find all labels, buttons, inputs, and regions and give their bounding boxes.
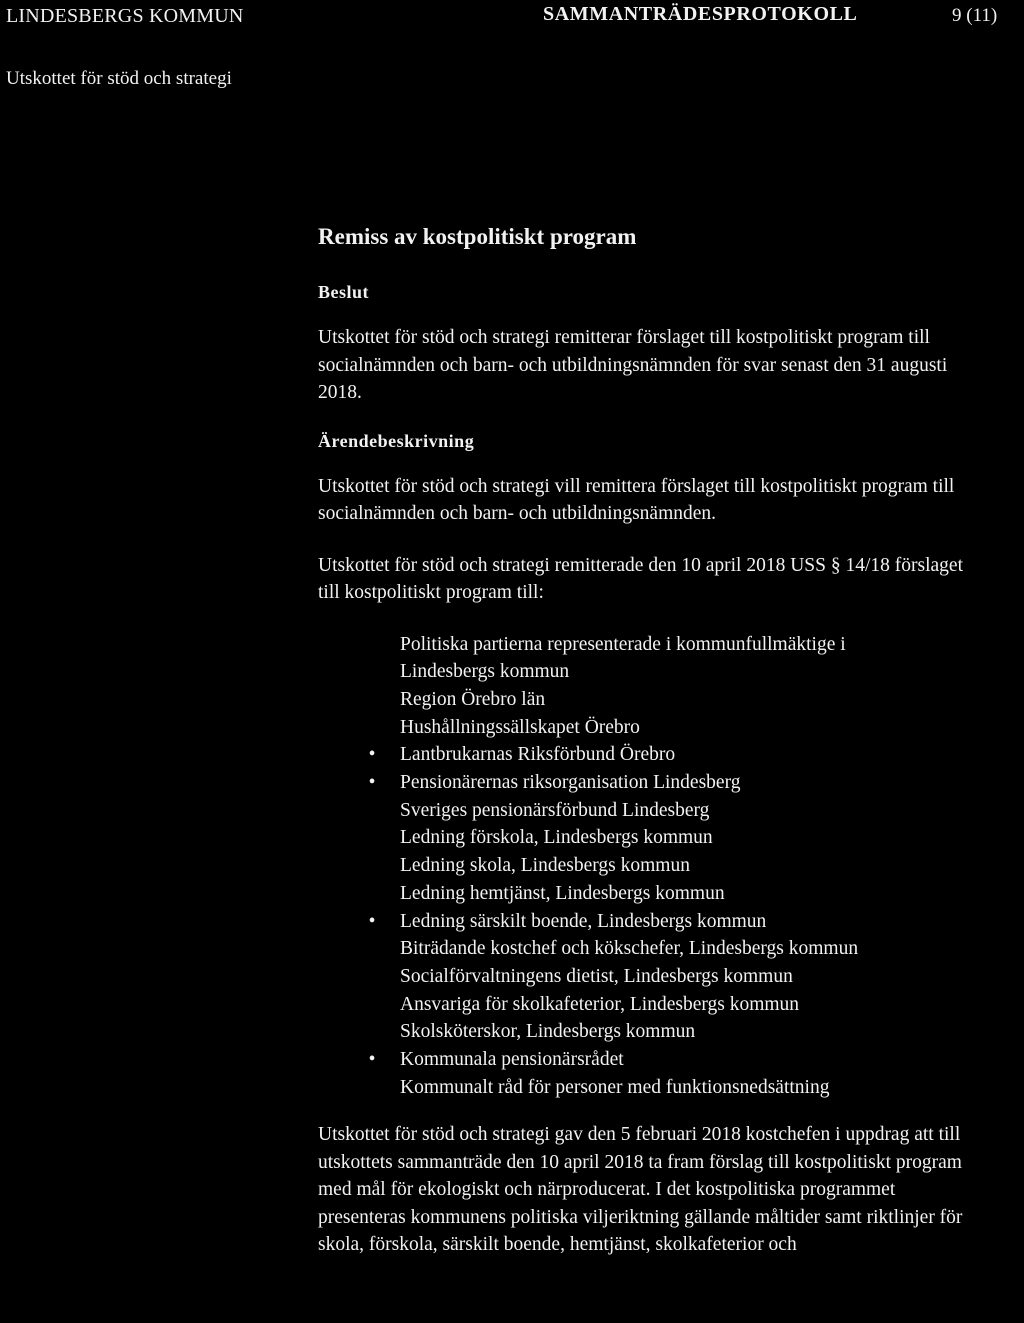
- recipient-item: [318, 963, 968, 991]
- recipient-label: Ledning förskola, Lindesbergs kommun: [400, 827, 713, 849]
- recipient-label: Sveriges pensionärsförbund Lindesberg: [400, 799, 710, 821]
- recipient-item: [318, 880, 968, 908]
- municipality-name: LINDESBERGS KOMMUN: [6, 5, 244, 27]
- recipient-item: [318, 686, 968, 714]
- description-paragraph-3: Utskottet för stöd och strategi gav den 5 februari 2018 kostchefen i uppdrag att till utskottets sammanträde den 10 april 2018 ta fram förslag till kostpolitiskt program med mål för ekologiskt och närproducerat. I det kostpolitiska programmet presenteras kommunens politiska viljeriktning gällande måltider samt riktlinjer för skola, förskola, särskilt boende, hemtjänst, skolkafeterior och: [318, 1124, 963, 1256]
- bullet-icon: •: [368, 910, 376, 932]
- recipient-label: Lindesbergs kommun: [400, 661, 570, 683]
- recipient-item: [318, 741, 968, 769]
- recipient-label: Skolsköterskor, Lindesbergs kommun: [400, 1021, 696, 1043]
- section-content: [318, 224, 968, 1283]
- recipient-item: [318, 658, 968, 686]
- description-heading: Ärendebeskrivning: [318, 430, 475, 451]
- recipient-list: [318, 631, 968, 1102]
- recipient-item: [318, 797, 968, 825]
- description-paragraph-1: Utskottet för stöd och strategi vill remittera förslaget till kostpolitiskt program till socialnämnden och barn- och utbildningsnämnden.: [318, 475, 955, 524]
- recipient-label: Pensionärernas riksorganisation Lindesberg: [400, 772, 741, 794]
- document-type: SAMMANTRÄDESPROTOKOLL: [543, 3, 858, 25]
- recipient-label: Ledning särskilt boende, Lindesbergs kommun: [400, 910, 767, 932]
- recipient-label: Ledning skola, Lindesbergs kommun: [400, 855, 690, 877]
- recipient-item: [318, 991, 968, 1019]
- recipient-item: [318, 908, 968, 936]
- recipient-label: Region Örebro län: [400, 688, 546, 710]
- section-title: Remiss av kostpolitiskt program: [318, 224, 637, 249]
- page-number: 9 (11): [952, 5, 998, 26]
- recipient-item: [318, 769, 968, 797]
- recipient-item: [318, 631, 968, 659]
- recipient-label: Lantbrukarnas Riksförbund Örebro: [400, 744, 676, 766]
- description-paragraph-2: Utskottet för stöd och strategi remitterade den 10 april 2018 USS § 14/18 förslaget till kostpolitiskt program till:: [318, 554, 963, 603]
- recipient-label: Kommunala pensionärsrådet: [400, 1049, 624, 1071]
- decision-text: Utskottet för stöd och strategi remitterar förslaget till kostpolitiskt program till socialnämnden och barn- och utbildningsnämnden för svar senast den 31 augusti 2018.: [318, 327, 948, 403]
- recipient-label: Socialförvaltningens dietist, Lindesbergs kommun: [400, 965, 793, 987]
- committee-name: Utskottet för stöd och strategi: [6, 68, 232, 89]
- recipient-label: Hushållningssällskapet Örebro: [400, 716, 640, 738]
- recipient-item: [318, 1046, 968, 1074]
- recipient-label: Politiska partierna representerade i kommunfullmäktige i: [400, 633, 846, 655]
- recipient-label: Biträdande kostchef och kökschefer, Lindesbergs kommun: [400, 938, 859, 960]
- recipient-item: [318, 1018, 968, 1046]
- recipient-label: Ledning hemtjänst, Lindesbergs kommun: [400, 882, 725, 904]
- recipient-item: [318, 1074, 968, 1102]
- bullet-icon: •: [368, 1049, 376, 1071]
- recipient-item: [318, 852, 968, 880]
- recipient-label: Ansvariga för skolkafeterior, Lindesbergs kommun: [400, 993, 800, 1015]
- bullet-icon: •: [368, 744, 376, 766]
- decision-heading: Beslut: [318, 282, 370, 302]
- recipient-item: [318, 714, 968, 742]
- recipient-label: Kommunalt råd för personer med funktionsnedsättning: [400, 1076, 830, 1098]
- bullet-icon: •: [368, 772, 376, 794]
- recipient-item: [318, 935, 968, 963]
- recipient-item: [318, 824, 968, 852]
